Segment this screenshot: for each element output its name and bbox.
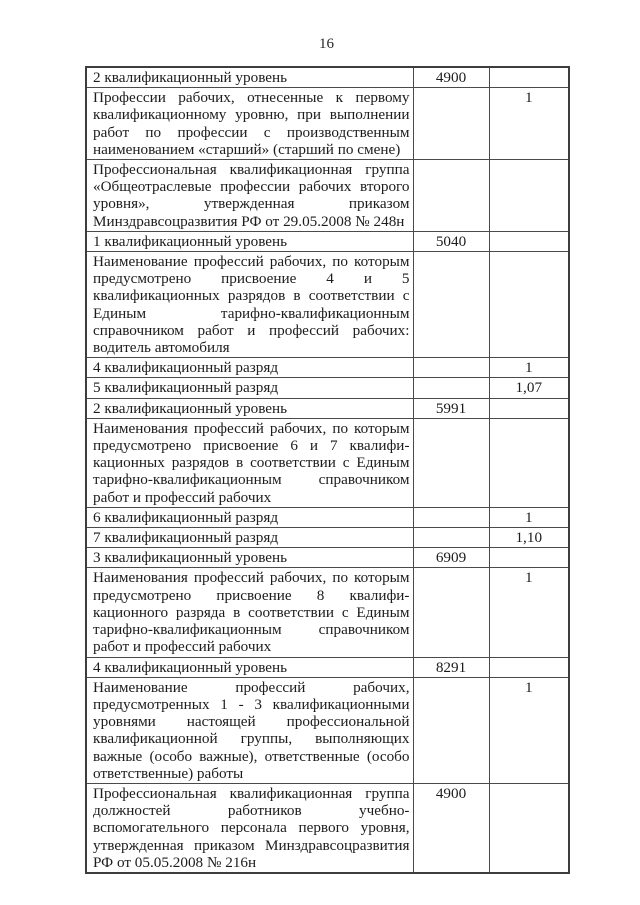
row-salary: 4900 xyxy=(413,67,489,88)
row-ratio xyxy=(489,657,569,677)
row-ratio: 1,10 xyxy=(489,528,569,548)
row-description: Профессии рабочих, отнесенные к первому квалификационному уровню, при выполнении работ по профессии с производственным наименованием «старший» (старший по смене) xyxy=(86,88,413,160)
table-row xyxy=(86,418,569,507)
table-row xyxy=(86,160,569,232)
row-ratio xyxy=(489,548,569,568)
row-salary xyxy=(413,88,489,160)
table-row xyxy=(86,568,569,657)
table-row xyxy=(86,67,569,88)
qualification-table xyxy=(85,66,570,874)
row-ratio xyxy=(489,231,569,251)
row-description: Наименование профессий рабочих, предусмотренных 1 - 3 квалификационными уровнями настоящей профессиональной квалификационной группы, выполняющих важные (особо важные), ответственные (особо ответственные) работы xyxy=(86,677,413,783)
row-salary xyxy=(413,677,489,783)
row-salary: 5991 xyxy=(413,398,489,418)
row-ratio: 1 xyxy=(489,568,569,657)
row-ratio xyxy=(489,783,569,873)
row-ratio xyxy=(489,398,569,418)
row-ratio: 1,07 xyxy=(489,378,569,398)
row-description: 7 квалификационный разряд xyxy=(86,528,413,548)
table-row xyxy=(86,783,569,873)
row-salary: 8291 xyxy=(413,657,489,677)
row-salary xyxy=(413,378,489,398)
row-salary: 6909 xyxy=(413,548,489,568)
row-salary xyxy=(413,160,489,232)
table-row xyxy=(86,378,569,398)
table-row xyxy=(86,548,569,568)
table-row xyxy=(86,657,569,677)
table-row xyxy=(86,231,569,251)
row-description: Наименование профессий рабочих, по которым предусмотрено присвоение 4 и 5 квалификационных разрядов в соответствии с Единым тарифно-квалификационным справочником работ и профессий рабочих: водитель автомобиля xyxy=(86,252,413,358)
row-description: 1 квалификационный уровень xyxy=(86,231,413,251)
row-description: 3 квалификационный уровень xyxy=(86,548,413,568)
row-salary xyxy=(413,528,489,548)
row-salary: 5040 xyxy=(413,231,489,251)
row-salary xyxy=(413,358,489,378)
row-description: 4 квалификационный уровень xyxy=(86,657,413,677)
row-description: Наименования профессий рабочих, по которым предусмотрено присвоение 6 и 7 квалифи-кационных разрядов в соответствии с Единым тарифно-квалификационным справочником работ и профессий рабочих xyxy=(86,418,413,507)
row-ratio: 1 xyxy=(489,507,569,527)
row-salary xyxy=(413,507,489,527)
table-row xyxy=(86,398,569,418)
row-description: 5 квалификационный разряд xyxy=(86,378,413,398)
row-description: Наименования профессий рабочих, по которым предусмотрено присвоение 8 квалифи-кационного разряда в соответствии с Единым тарифно-квалификационным справочником работ и профессий рабочих xyxy=(86,568,413,657)
row-ratio: 1 xyxy=(489,88,569,160)
row-description: Профессиональная квалификационная группа «Общеотраслевые профессии рабочих второго уровня», утвержденная приказом Минздравсоцразвития РФ от 29.05.2008 № 248н xyxy=(86,160,413,232)
row-ratio xyxy=(489,160,569,232)
row-ratio xyxy=(489,418,569,507)
row-description: Профессиональная квалификационная группа должностей работников учебно-вспомогательного персонала первого уровня, утвержденная приказом Минздравсоцразвития РФ от 05.05.2008 № 216н xyxy=(86,783,413,873)
table-row xyxy=(86,358,569,378)
qualification-table-body xyxy=(86,67,569,873)
table-row xyxy=(86,677,569,783)
row-salary xyxy=(413,568,489,657)
page-number: 16 xyxy=(319,36,334,52)
row-description: 2 квалификационный уровень xyxy=(86,398,413,418)
row-ratio: 1 xyxy=(489,358,569,378)
row-description: 2 квалификационный уровень xyxy=(86,67,413,88)
row-salary xyxy=(413,252,489,358)
row-description: 6 квалификационный разряд xyxy=(86,507,413,527)
row-description: 4 квалификационный разряд xyxy=(86,358,413,378)
row-ratio xyxy=(489,252,569,358)
table-row xyxy=(86,252,569,358)
row-ratio xyxy=(489,67,569,88)
table-row xyxy=(86,528,569,548)
row-salary: 4900 xyxy=(413,783,489,873)
row-salary xyxy=(413,418,489,507)
table-row xyxy=(86,507,569,527)
row-ratio: 1 xyxy=(489,677,569,783)
table-row xyxy=(86,88,569,160)
